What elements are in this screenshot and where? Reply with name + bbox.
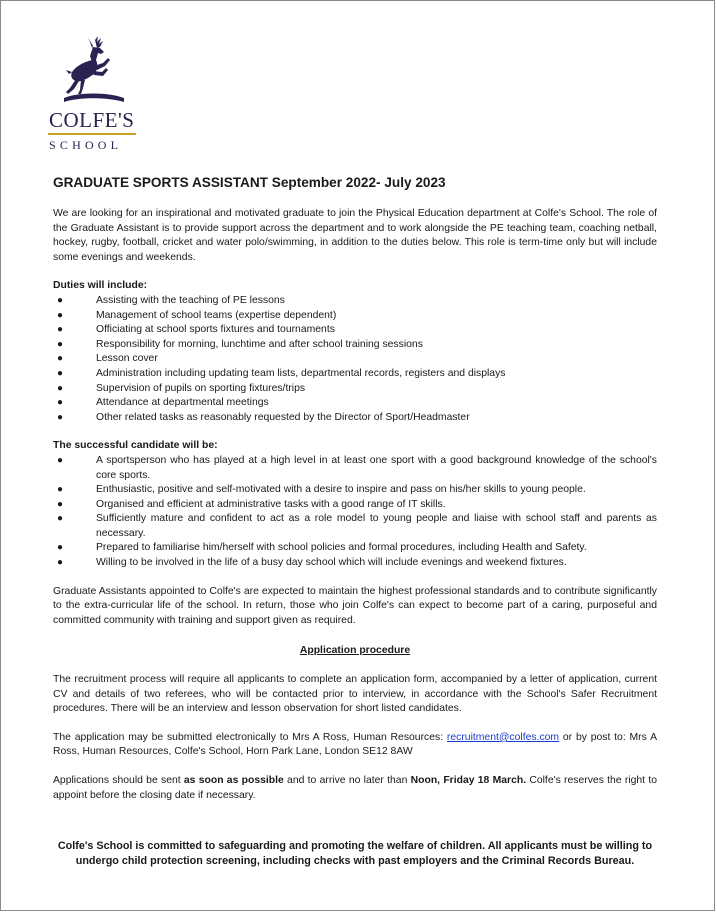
list-item: ● Enthusiastic, positive and self-motivated with a desire to inspire and pass on his/her skills to young people. (53, 483, 657, 498)
bullet-icon: ● (57, 513, 64, 525)
list-item: ● Administration including updating team lists, departmental records, registers and displays (53, 367, 657, 382)
bullet-icon: ● (57, 411, 64, 423)
intro-paragraph: We are looking for an inspirational and motivated graduate to join the Physical Education department at Colfe's School. The role of the Graduate Assistant is to provide support across the department and to work alongside the PE teaching team, coaching netball, hockey, rugby, football, cricket and water polo/swimming, in addition to the duties below. This role is term-time only but will include some evenings and weekends. (53, 208, 657, 263)
application-heading: Application procedure (299, 645, 411, 657)
list-item: ● Responsibility for morning, lunchtime and after school training sessions (53, 338, 657, 353)
bullet-icon: ● (57, 324, 64, 336)
bullet-icon: ● (57, 382, 64, 394)
list-item: ● Organised and efficient at administrative tasks with a good range of IT skills. (53, 498, 657, 513)
candidate-list (53, 454, 657, 571)
deadline-date: Noon, Friday 18 March. (410, 775, 527, 786)
bullet-icon: ● (57, 309, 64, 321)
deadline-asap: as soon as possible (183, 775, 284, 786)
school-logo (48, 36, 140, 152)
bullet-icon: ● (57, 498, 64, 510)
list-item: ● Sufficiently mature and confident to act as a role model to young people and liaise with school staff and parents as necessary. (57, 513, 657, 539)
list-item: ● Management of school teams (expertise dependent) (53, 309, 657, 324)
bullet-icon: ● (57, 397, 64, 409)
bullet-icon: ● (57, 338, 64, 350)
stag-crest-icon (48, 36, 140, 106)
candidate-heading: The successful candidate will be: (53, 440, 218, 452)
list-item: ● Attendance at departmental meetings (53, 396, 657, 411)
list-item: ● Officiating at school sports fixtures and tournaments (53, 323, 657, 338)
duties-heading: Duties will include: (53, 280, 148, 292)
submission-paragraph: The application may be submitted electronically to Mrs A Ross, Human Resources: recruitment@colfes.com or by post to: Mrs A Ross, Human Resources, Colfe's School, Horn Park Lane, London SE12 8AW (53, 731, 657, 758)
email-link[interactable]: recruitment@colfes.com (446, 731, 560, 743)
bullet-icon: ● (57, 484, 64, 496)
document-body (53, 174, 657, 868)
list-item: ● Other related tasks as reasonably requested by the Director of Sport/Headmaster (53, 411, 657, 426)
safeguarding-statement: Colfe's School is committed to safeguarding and promoting the welfare of children. All applicants must be willing to undergo child protection screening, including checks with past employers and the Criminal Records Bureau. (57, 840, 653, 867)
standards-paragraph: Graduate Assistants appointed to Colfe's are expected to maintain the highest professional standards and to contribute significantly to the extra-curricular life of the school. In return, those who join Colfe's can expect to become part of a caring, purposeful and committed community with training and support given as required. (53, 585, 657, 626)
bullet-icon: ● (57, 294, 64, 306)
page-title: GRADUATE SPORTS ASSISTANT September 2022- July 2023 (53, 175, 446, 190)
brand-divider (48, 133, 136, 135)
deadline-paragraph: Applications should be sent as soon as possible and to arrive no later than Noon, Friday 18 March. Colfe's reserves the right to appoint before the closing date if necessary. (53, 775, 657, 801)
list-item: ● A sportsperson who has played at a high level in at least one sport with a good background knowledge of the school's core sports. (57, 454, 657, 481)
list-item: ● Prepared to familiarise him/herself with school policies and formal procedures, including Health and Safety. (53, 541, 657, 556)
brand-subtitle: SCHOOL (49, 138, 123, 152)
list-item: ● Willing to be involved in the life of a busy day school which will include evenings and weekend fixtures. (53, 556, 657, 571)
bullet-icon: ● (57, 542, 64, 554)
brand-name: COLFE'S (49, 108, 135, 132)
bullet-icon: ● (57, 353, 64, 365)
duties-list (53, 294, 657, 425)
list-item: ● Lesson cover (53, 352, 657, 367)
bullet-icon: ● (57, 367, 64, 379)
list-item: ● Assisting with the teaching of PE lessons (53, 294, 657, 309)
bullet-icon: ● (57, 454, 64, 466)
process-paragraph: The recruitment process will require all applicants to complete an application form, accompanied by a letter of application, current CV and details of two referees, who will be contacted prior to interview, in accordance with the School's Safer Recruitment procedures. There will be an interview and lesson observation for short listed candidates. (53, 674, 657, 715)
list-item: ● Supervision of pupils on sporting fixtures/trips (53, 382, 657, 397)
bullet-icon: ● (57, 557, 64, 569)
